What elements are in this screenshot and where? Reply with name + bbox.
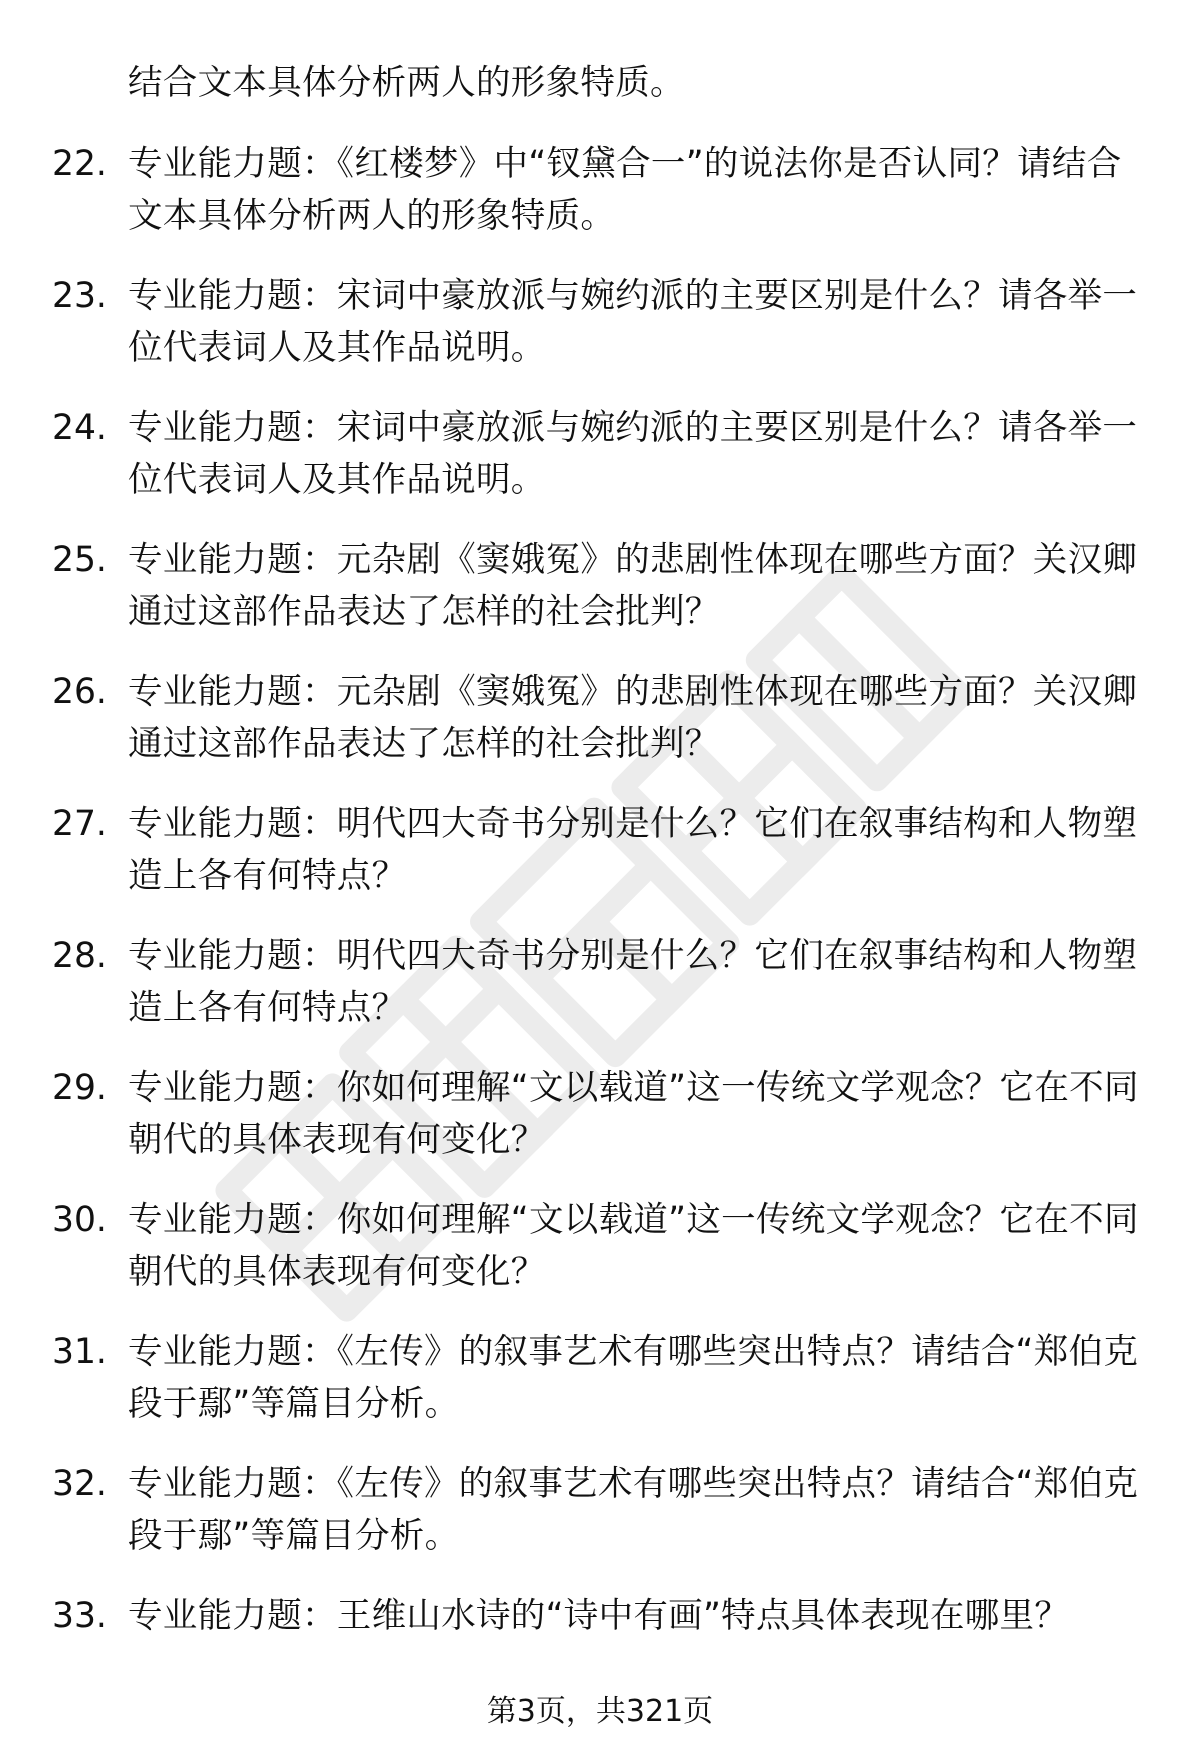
question-text: 专业能力题：《左传》的叙事艺术有哪些突出特点？请结合“郑伯克段于鄢”等篇目分析。 [128,1464,1139,1556]
question-number: 26. [52,672,107,712]
question-item [0,138,1200,270]
question-list [0,138,1200,1722]
question-text: 专业能力题：《红楼梦》中“钗黛合一”的说法你是否认同？请结合文本具体分析两人的形象特质。 [128,144,1122,236]
question-item [0,270,1200,402]
question-number: 28. [52,936,107,976]
question-item [0,1194,1200,1326]
question-item [0,798,1200,930]
question-item [0,1062,1200,1194]
question-item [0,1458,1200,1590]
question-number: 32. [52,1464,107,1504]
question-number: 29. [52,1068,107,1108]
question-number: 31. [52,1332,107,1372]
question-text: 专业能力题：你如何理解“文以载道”这一传统文学观念？它在不同朝代的具体表现有何变化？ [128,1200,1139,1292]
question-number: 30. [52,1200,107,1240]
question-number: 24. [52,408,107,448]
question-item [0,666,1200,798]
question-text: 专业能力题：你如何理解“文以载道”这一传统文学观念？它在不同朝代的具体表现有何变化？ [128,1068,1139,1160]
question-text: 专业能力题：明代四大奇书分别是什么？它们在叙事结构和人物塑造上各有何特点？ [128,936,1138,1028]
question-number: 22. [52,144,107,184]
question-text: 专业能力题：《左传》的叙事艺术有哪些突出特点？请结合“郑伯克段于鄢”等篇目分析。 [128,1332,1139,1424]
question-item [0,534,1200,666]
question-number: 25. [52,540,107,580]
question-number: 23. [52,276,107,316]
question-text: 专业能力题：元杂剧《窦娥冤》的悲剧性体现在哪些方面？关汉卿通过这部作品表达了怎样的社会批判？ [128,672,1138,764]
question-text: 专业能力题：王维山水诗的“诗中有画”特点具体表现在哪里？ [128,1596,1070,1636]
question-item [0,1326,1200,1458]
question-item [0,402,1200,534]
page-footer: 第3页，共321页 [486,1694,714,1729]
question-item [0,930,1200,1062]
question-text: 专业能力题：元杂剧《窦娥冤》的悲剧性体现在哪些方面？关汉卿通过这部作品表达了怎样的社会批判？ [128,540,1138,632]
question-text: 专业能力题：宋词中豪放派与婉约派的主要区别是什么？请各举一位代表词人及其作品说明。 [128,276,1138,368]
question-number: 33. [52,1596,107,1636]
continued-question-text: 结合文本具体分析两人的形象特质。 [128,63,685,103]
question-number: 27. [52,804,107,844]
question-text: 专业能力题：明代四大奇书分别是什么？它们在叙事结构和人物塑造上各有何特点？ [128,804,1138,896]
question-text: 专业能力题：宋词中豪放派与婉约派的主要区别是什么？请各举一位代表词人及其作品说明。 [128,408,1138,500]
